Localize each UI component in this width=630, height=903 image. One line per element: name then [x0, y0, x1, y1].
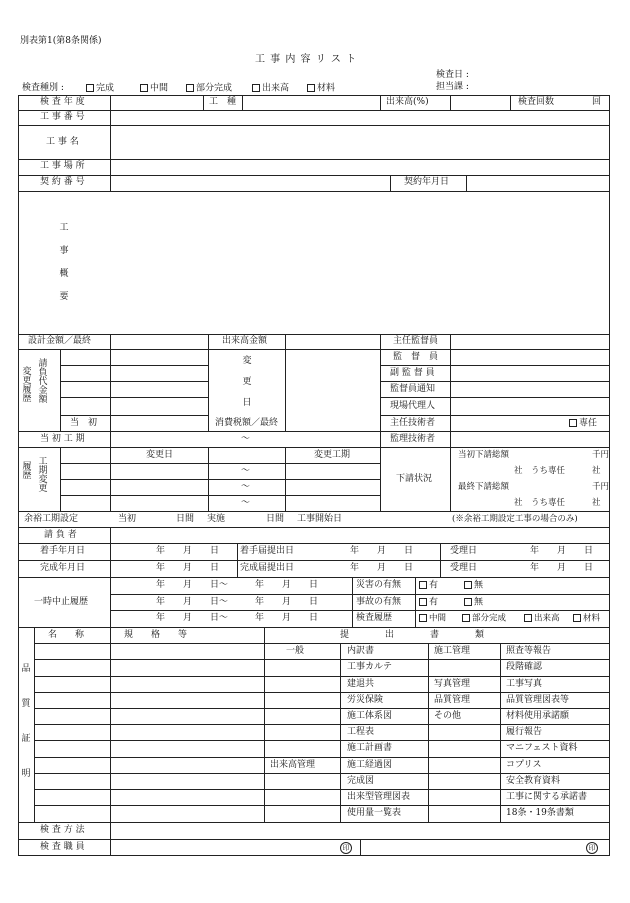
suspension-label: 一時中止履歴: [34, 597, 89, 607]
inspection-history-label: 検査履歴: [356, 613, 393, 623]
sub-final-label: 最終下請総額: [458, 482, 510, 492]
doc-col2-item: その他: [434, 711, 462, 721]
doc-col2-item: 写真管理: [434, 679, 471, 689]
doc-col3-item: コプリス: [506, 760, 542, 770]
doc-col3-item: 安全教育資料: [506, 776, 561, 786]
design-amount-label: 設計金額／最終: [28, 336, 92, 346]
doc-col1-item: 工程表: [347, 727, 375, 737]
docs-header: 提 出 書 類: [340, 630, 485, 640]
margin-initial: 当初: [118, 514, 137, 524]
change-history-label: 変 更 履 歴: [22, 367, 32, 404]
received-date-label: 受理日: [450, 546, 478, 556]
ymd-field[interactable]: 年 月 日: [350, 546, 414, 556]
period-tilde: ～: [241, 466, 251, 476]
page-title: 工 事 内 容 リ ス ト: [255, 54, 358, 65]
type-zairyo[interactable]: 材料: [307, 84, 335, 94]
doc-col3-item: 18条・19条書類: [506, 808, 574, 818]
spec-header: 規 格 等: [124, 630, 188, 640]
seal-icon: 印: [340, 842, 352, 854]
work-type-label: 工 種: [209, 97, 237, 107]
checkbox-icon: [252, 84, 260, 92]
unit-sen-yen: 千円: [592, 450, 610, 460]
sub-initial-label: 当初下請総額: [458, 450, 510, 460]
doc-col1-item: 使用量一覧表: [347, 808, 402, 818]
change-date-label: 変 更 日: [242, 356, 252, 408]
checkbox-icon: [462, 614, 470, 622]
checkbox-icon: [464, 598, 472, 606]
overview-label: 工 事 概 要: [59, 223, 69, 302]
period-tilde: ～: [241, 434, 251, 444]
checkbox-icon: [569, 419, 577, 427]
disaster-label: 災害の有無: [356, 580, 402, 590]
ymd-field[interactable]: 年 月 日: [530, 563, 594, 573]
unit-sha: 社: [592, 498, 601, 508]
margin-period-label: 余裕工期設定: [24, 514, 79, 524]
period-tilde: ～: [241, 498, 251, 508]
exclusive-count-label: 社 うち専任: [514, 498, 566, 508]
type-kansei[interactable]: 完成: [86, 84, 114, 94]
ymd-field[interactable]: 年 月 日: [530, 546, 594, 556]
contract-amount-label: 請 負 代 金 額: [38, 359, 48, 405]
checkbox-icon: [307, 84, 315, 92]
chief-supervisor-label: 主任監督員: [393, 336, 439, 346]
doc-col3-item: 段階確認: [506, 662, 543, 672]
doc-col3-item: 材料使用承諾願: [506, 711, 570, 721]
doc-col2-item: 品質管理: [434, 695, 471, 705]
progress-mgmt-label: 出来高管理: [270, 760, 316, 770]
checkbox-icon: [419, 614, 427, 622]
change-period-header: 変更工期: [314, 450, 351, 460]
supervising-engineer-label: 監理技術者: [390, 434, 436, 444]
vice-supervisor-label: 副 監 督 員: [390, 368, 435, 378]
general-label: 一般: [286, 646, 305, 656]
unit-sha: 社: [592, 466, 601, 476]
doc-col1-item: 内訳書: [347, 646, 375, 656]
chief-engineer-label: 主任技術者: [390, 418, 436, 428]
quality-side-label: 品 質 証 明: [21, 664, 31, 779]
complete-report-label: 完成届提出日: [240, 563, 295, 573]
doc-col1-item: 労災保険: [347, 695, 384, 705]
progress-amount-label: 出来高金額: [222, 336, 268, 346]
subcontract-label: 下請状況: [396, 474, 433, 484]
initial-period-label: 当 初 工 期: [40, 434, 85, 444]
inspector-label: 検 査 職 員: [40, 842, 85, 852]
work-number-label: 工 事 番 号: [40, 112, 85, 122]
supervisor-label: 監 督 員: [393, 352, 439, 362]
doc-col1-item: 施工体系図: [347, 711, 393, 721]
doc-col1-item: 施工経過図: [347, 760, 393, 770]
inspection-year-label: 検 査 年 度: [40, 97, 85, 107]
start-report-label: 着手届提出日: [240, 546, 295, 556]
contract-number-label: 契 約 番 号: [40, 177, 85, 187]
suspension-range[interactable]: 年 月 日～ 年 月 日: [156, 580, 319, 590]
hist-dekidaka[interactable]: 出来高: [524, 614, 560, 623]
doc-col3-item: 品質管理図表等: [506, 695, 570, 705]
type-chukan[interactable]: 中間: [140, 84, 168, 94]
checkbox-icon: [419, 598, 427, 606]
margin-implementation: 実施: [207, 514, 226, 524]
margin-days: 日間: [176, 514, 195, 524]
hist-zairyo[interactable]: 材料: [573, 614, 600, 623]
inspection-count-unit: 回: [592, 97, 602, 107]
seal-icon: 印: [586, 842, 598, 854]
supervisor-notice-label: 監督員通知: [390, 384, 436, 394]
inspection-count-label: 検査回数: [518, 97, 555, 107]
accident-label: 事故の有無: [356, 597, 402, 607]
checkbox-icon: [140, 84, 148, 92]
margin-days: 日間: [266, 514, 285, 524]
received-date-label: 受理日: [450, 563, 478, 573]
accident-yes[interactable]: 有: [419, 598, 438, 608]
inspection-date-label: 検査日 :: [436, 70, 469, 80]
checkbox-icon: [419, 581, 427, 589]
contractor-label: 請 負 者: [44, 530, 77, 540]
suspension-range[interactable]: 年 月 日～ 年 月 日: [156, 613, 319, 623]
doc-col3-item: 工事写真: [506, 679, 543, 689]
checkbox-icon: [464, 581, 472, 589]
disaster-yes[interactable]: 有: [419, 581, 438, 591]
type-bubun[interactable]: 部分完成: [186, 84, 232, 94]
initial-amount-label: 当 初: [70, 418, 98, 428]
site-agent-label: 現場代理人: [390, 401, 436, 411]
accident-no[interactable]: 無: [464, 598, 483, 608]
suspension-range[interactable]: 年 月 日～ 年 月 日: [156, 597, 319, 607]
change-date-header: 変更日: [146, 450, 174, 460]
checkbox-icon: [573, 614, 581, 622]
ymd-field[interactable]: 年 月 日: [156, 563, 220, 573]
assignee-label: 担当課 :: [436, 82, 469, 92]
checkbox-icon: [186, 84, 194, 92]
hist-chukan[interactable]: 中間: [419, 614, 446, 623]
doc-col2-item: 施工管理: [434, 646, 471, 656]
contract-date-label: 契約年月日: [404, 177, 450, 187]
ymd-field[interactable]: 年 月 日: [350, 563, 414, 573]
work-name-label: 工 事 名: [46, 137, 79, 147]
unit-sen-yen: 千円: [592, 482, 610, 492]
doc-col1-item: 施工計画書: [347, 743, 393, 753]
doc-col3-item: マニフェスト資料: [506, 743, 578, 753]
exclusive-checkbox[interactable]: 専任: [569, 419, 597, 429]
exclusive-count-label: 社 うち専任: [514, 466, 566, 476]
work-place-label: 工 事 場 所: [40, 161, 85, 171]
disaster-no[interactable]: 無: [464, 581, 483, 591]
doc-col1-item: 工事カルテ: [347, 662, 393, 672]
period-tilde: ～: [241, 482, 251, 492]
doc-col3-item: 履行報告: [506, 727, 543, 737]
ymd-field[interactable]: 年 月 日: [156, 546, 220, 556]
doc-col3-item: 照査等報告: [506, 646, 552, 656]
margin-note: (※余裕工期設定工事の場合のみ): [452, 514, 578, 524]
inspection-type-label: 検査種別 :: [22, 83, 64, 93]
inspection-method-label: 検 査 方 法: [40, 825, 85, 835]
doc-col3-item: 工事に関する承諾書: [506, 792, 588, 802]
checkbox-icon: [524, 614, 532, 622]
type-dekidaka[interactable]: 出来高: [252, 84, 289, 94]
hist-bubun[interactable]: 部分完成: [462, 614, 506, 623]
doc-col1-item: 完成図: [347, 776, 375, 786]
progress-percent-label: 出来高(%): [386, 97, 429, 107]
period-change-label: 工 期 変 更: [38, 457, 48, 494]
doc-col1-item: 建退共: [347, 679, 375, 689]
name-header: 名 称: [48, 630, 85, 640]
margin-start-date: 工事開始日: [297, 514, 343, 524]
complete-date-label: 完成年月日: [40, 563, 86, 573]
doc-col1-item: 出来型管理図表: [347, 792, 411, 802]
start-date-label: 着手年月日: [40, 546, 86, 556]
checkbox-icon: [86, 84, 94, 92]
tax-label: 消費税額／最終: [215, 418, 279, 428]
form-label: 別表第1(第8条関係): [20, 36, 102, 46]
period-history-label: 履 歴: [22, 462, 32, 481]
